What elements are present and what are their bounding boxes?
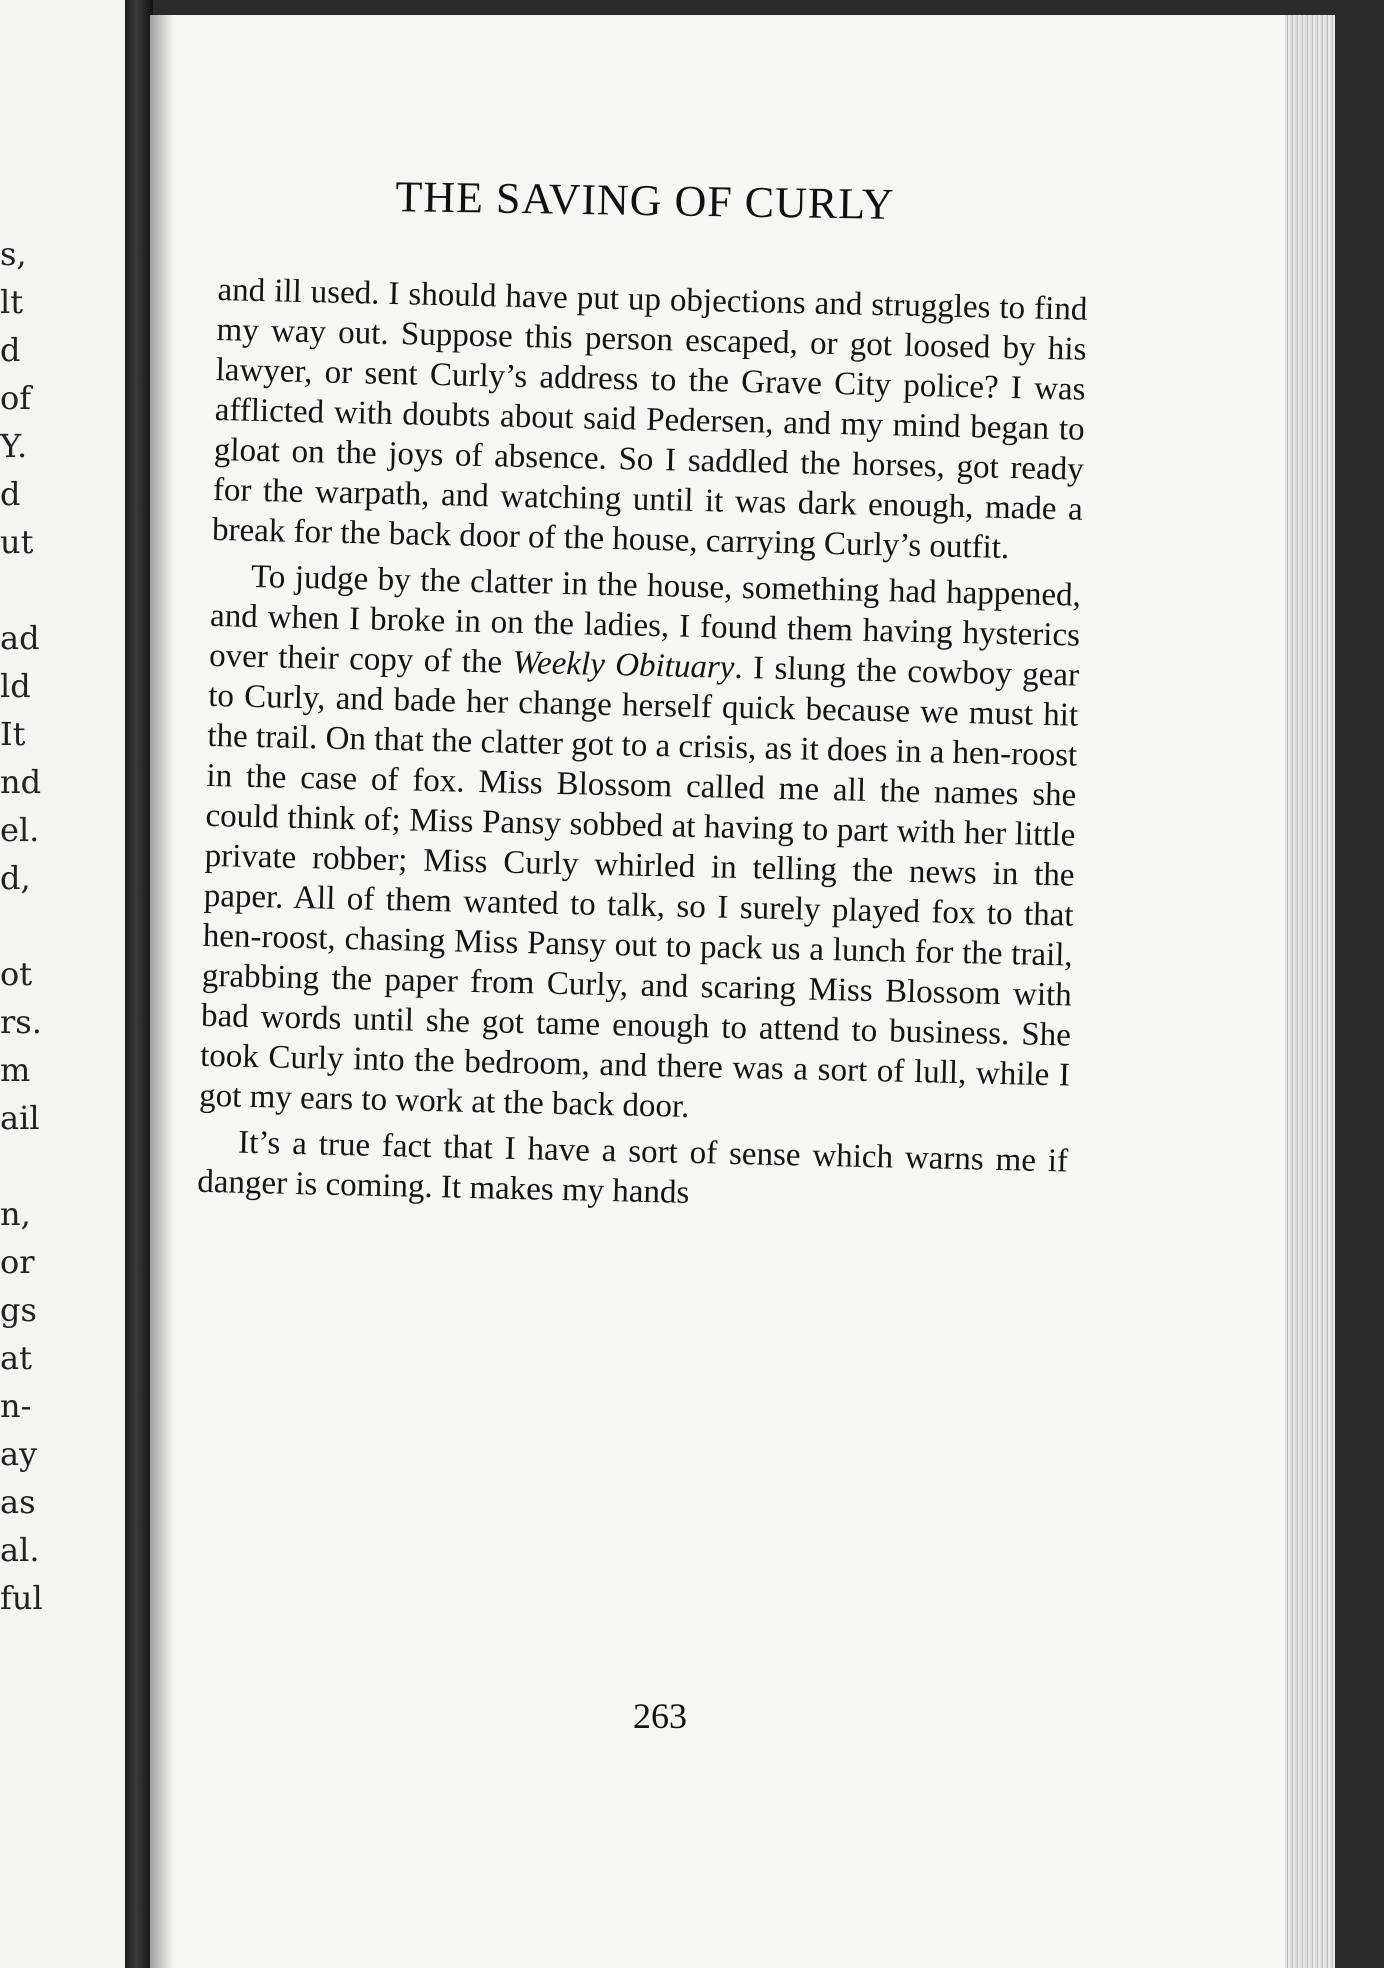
left-page-line: or (0, 1243, 35, 1281)
left-page-line: m (0, 1051, 31, 1089)
body-text (197, 270, 1088, 1227)
left-page-line: ad (0, 619, 40, 657)
left-page-line: ld (0, 667, 31, 705)
left-page-line: d (0, 475, 21, 513)
gutter-shadow (150, 15, 174, 1968)
left-page-line: n, (0, 1195, 31, 1233)
left-page-line: gs (0, 1291, 37, 1329)
paragraph: To judge by the clatter in the house, something had happened, and when I broke in on the ladies, I found them having hysterics over their copy of the Weekly Obituary. I slung the cowboy gear to Curly, and bade her change herself quick because we must hit the trail. On that the clatter got to a crisis, as it does in a hen-roost in the case of fox. Miss Blossom called me all the names she could think of; Miss Pansy sobbed at having to part with her little private robber; Miss Curly whirled in telling the news in the paper. All of them wanted to talk, so I surely played fox to that hen-roost, chasing Miss Pansy out to pack us a lunch for the trail, grabbing the paper from Curly, and scaring Miss Blossom with bad words until she got tame enough to attend to business. She took Curly into the bedroom, and there was a sort of lull, while I got my ears to work at the back door. (198, 558, 1082, 1125)
paragraph: and ill used. I should have put up objections and struggles to find my way out. Suppose this person escaped, or got loosed by his lawyer, or sent Curly’s address to the Grave City police? I was afflicted with doubts about said Pedersen, and my mind began to gloat on the joys of absence. So I saddled the horses, got ready for the warpath, and watching until it was dark enough, made a break for the back door of the house, carrying Curly’s outfit. (211, 271, 1088, 567)
left-page-line: s, (0, 235, 27, 273)
left-page-line: ail (0, 1099, 40, 1137)
left-page-line (0, 902, 60, 950)
left-page-line: el. (0, 811, 40, 849)
left-page-line: n- (0, 1387, 32, 1425)
page-number: 263 (633, 1696, 687, 1736)
left-page-line: It (0, 715, 26, 753)
left-page-line: rs. (0, 1003, 42, 1041)
left-page-text (0, 230, 60, 1622)
left-page-line: at (0, 1339, 32, 1377)
left-page-line: d (0, 331, 21, 369)
paragraph: It’s a true fact that I have a sort of sense which warns me if danger is coming. It makes my hands (196, 1124, 1069, 1211)
left-page-line: Y. (0, 427, 28, 465)
left-page-line (0, 1142, 60, 1190)
left-page-line: al. (0, 1531, 40, 1569)
left-page-line: nd (0, 763, 42, 801)
left-page-line: d, (0, 859, 31, 897)
left-page-line: lt (0, 283, 24, 321)
left-page-line: of (0, 379, 32, 417)
left-page-line: ut (0, 523, 34, 561)
left-page-line: ot (0, 955, 33, 993)
running-header: THE SAVING OF CURLY (395, 172, 895, 229)
newspaper-title: Weekly Obituary (512, 644, 735, 686)
book-gutter (125, 0, 153, 1968)
page-edges (1285, 15, 1335, 1968)
left-page-line: ful (0, 1579, 43, 1617)
left-page-line: as (0, 1483, 36, 1521)
left-page-line (0, 566, 60, 614)
left-page-line: ay (0, 1435, 38, 1473)
